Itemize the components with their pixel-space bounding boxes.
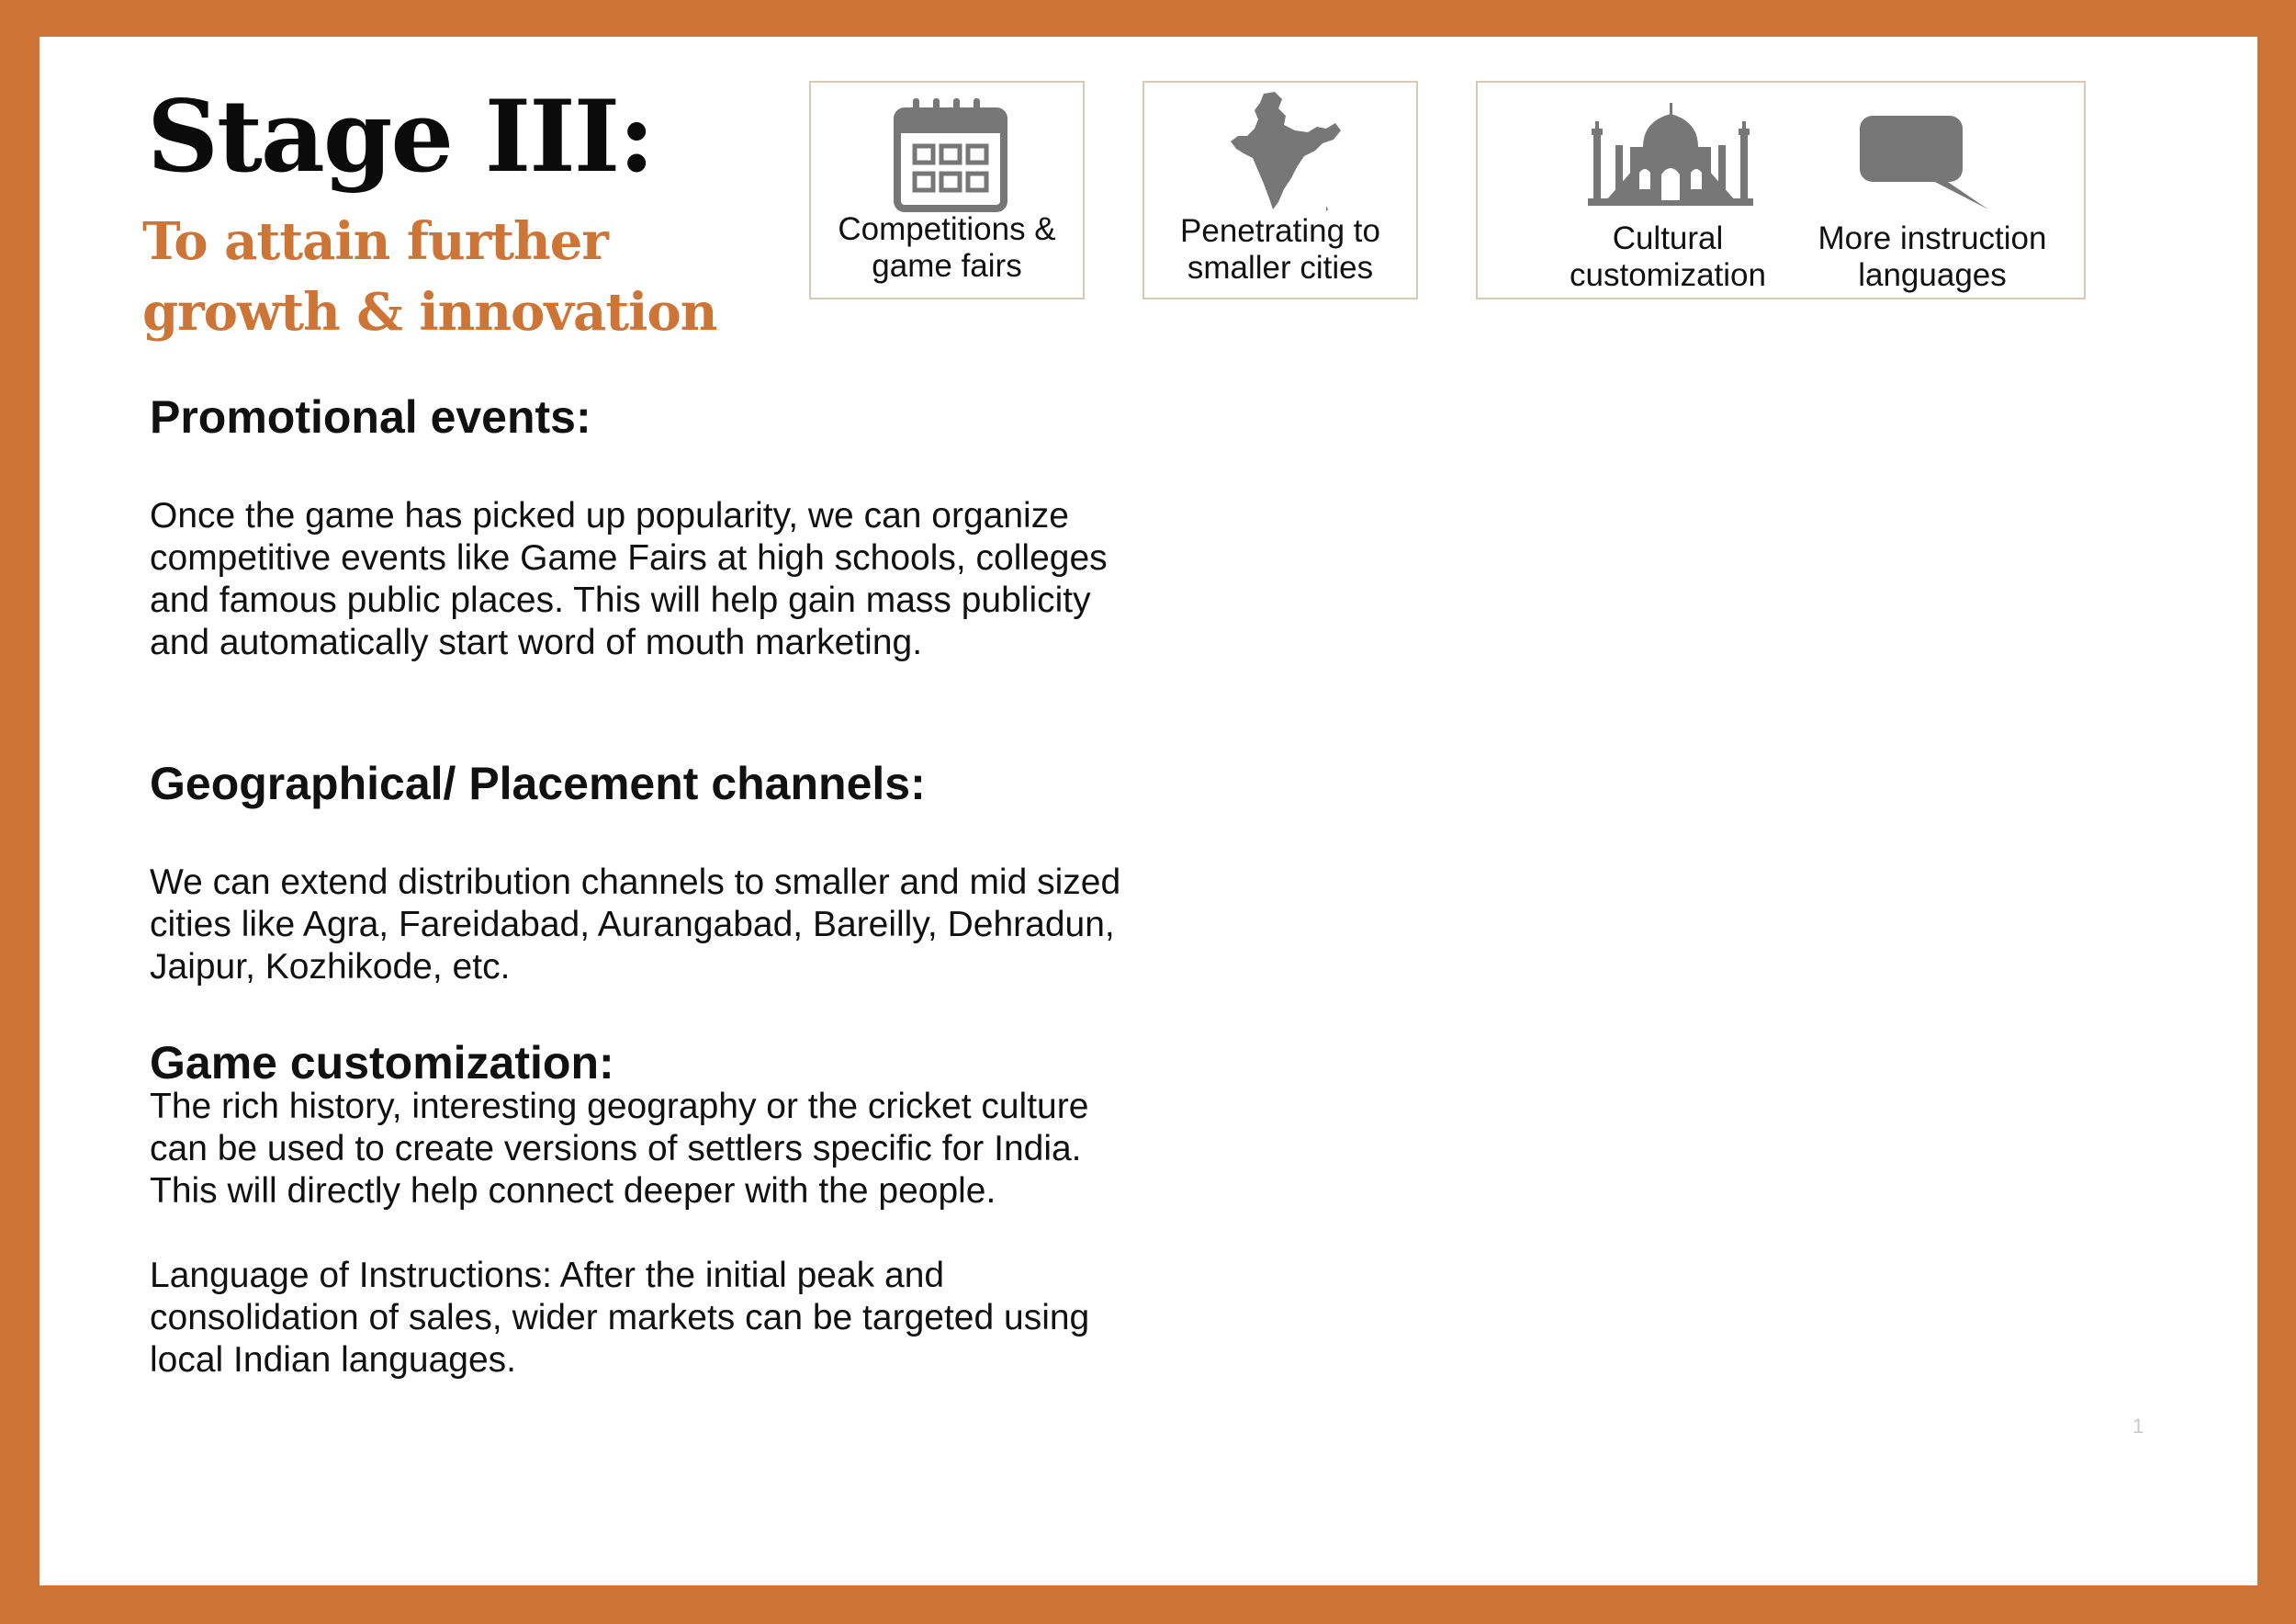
section-body: We can extend distribution channels to smaller and mid sized cities like Agra, Fareidabad, Aurangabad, Bareilly, Dehradun, Jaipur, Kozhikode, etc. bbox=[150, 863, 1121, 987]
section-heading: Geographical/ Placement channels: bbox=[150, 758, 926, 809]
section-promotional bbox=[150, 390, 1142, 664]
caption-line-2: smaller cities bbox=[1187, 250, 1374, 286]
language-paragraph: Language of Instructions: After the initial peak and consolidation of sales, wider markets can be targeted using local Indian languages. bbox=[150, 1256, 1090, 1380]
feature-box-competitions bbox=[809, 81, 1085, 299]
section-geographical bbox=[150, 757, 1142, 988]
page-number: 1 bbox=[2133, 1415, 2144, 1438]
speech-bubble-icon bbox=[1856, 114, 1992, 217]
section-body: The rich history, interesting geography or the cricket culture can be used to create versions of settlers specific for India. This will directly help connect deeper with the people. bbox=[150, 1087, 1089, 1211]
section-body: Once the game has picked up popularity, we can organize competitive events like Game Fairs at high schools, colleges and famous public places. This will help gain mass publicity and automatically start word of mouth marketing. bbox=[150, 496, 1108, 662]
calendar-icon bbox=[893, 96, 1008, 212]
feature-caption bbox=[1560, 220, 1775, 294]
caption-line-1: Competitions & bbox=[838, 211, 1056, 247]
caption-line-2: languages bbox=[1858, 257, 2007, 293]
feature-caption bbox=[1144, 213, 1416, 287]
caption-line-2: customization bbox=[1570, 257, 1766, 293]
feature-box-customization bbox=[1476, 81, 2086, 299]
taj-mahal-icon bbox=[1588, 101, 1753, 207]
section-customization bbox=[150, 1036, 1142, 1382]
caption-line-1: Cultural bbox=[1612, 220, 1724, 256]
feature-caption bbox=[1808, 220, 2056, 294]
section-heading: Game customization: bbox=[150, 1037, 614, 1088]
subtitle-line-2: growth & innovation bbox=[142, 282, 717, 343]
caption-line-1: More instruction bbox=[1818, 220, 2047, 256]
feature-caption bbox=[811, 211, 1083, 285]
caption-line-2: game fairs bbox=[872, 248, 1022, 284]
feature-box-cities bbox=[1142, 81, 1418, 299]
slide-title: Stage III: bbox=[147, 79, 654, 195]
slide-subtitle bbox=[142, 207, 785, 348]
subtitle-line-1: To attain further bbox=[142, 211, 608, 272]
section-heading: Promotional events: bbox=[150, 391, 591, 443]
caption-line-1: Penetrating to bbox=[1180, 213, 1380, 249]
india-map-icon bbox=[1227, 90, 1342, 214]
